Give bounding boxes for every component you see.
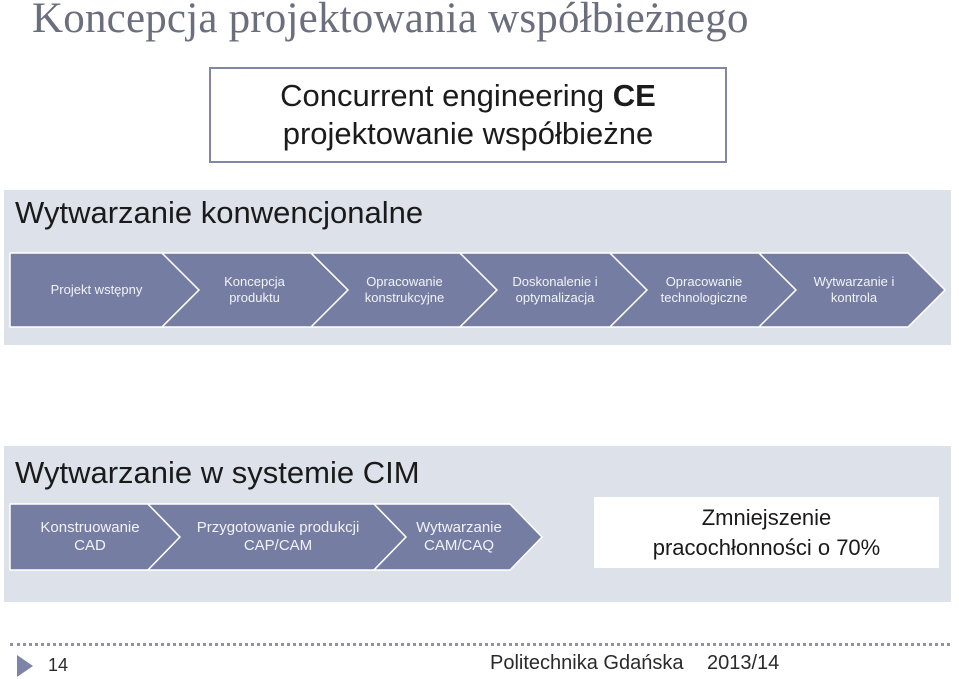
cim-title: Wytwarzanie w systemie CIM <box>15 455 420 490</box>
ce-line-1-prefix: Concurrent engineering <box>280 78 613 113</box>
footer-year: 2013/14 <box>707 652 780 674</box>
cim-step-3: Wytwarzanie CAM/CAQ <box>416 519 502 554</box>
conventional-step-2: Koncepcja produktu <box>224 274 285 305</box>
conventional-step-4: Doskonalenie i optymalizacja <box>512 274 598 305</box>
footer-institution: Politechnika Gdańska <box>490 652 684 674</box>
conventional-step-6: Wytwarzanie i kontrola <box>813 274 895 305</box>
result-line-1: Zmniejszenie <box>701 504 832 530</box>
footer-divider <box>10 643 950 646</box>
cim-step-2: Przygotowanie produkcji CAP/CAM <box>196 519 360 554</box>
cim-step-1: Konstruowanie CAD <box>40 519 140 554</box>
page-number: 14 <box>48 655 69 675</box>
conventional-step-3: Opracowanie konstrukcyjne <box>364 274 445 305</box>
labor-reduction-box <box>594 497 939 568</box>
result-line-2: pracochłonności o 70% <box>652 534 881 560</box>
conventional-step-1: Projekt wstępny <box>50 282 143 297</box>
footer-arrow-icon <box>17 655 33 677</box>
ce-abbreviation: CE <box>612 78 656 113</box>
conventional-title: Wytwarzanie konwencjonalne <box>15 195 424 230</box>
slide-title: Koncepcja projektowania współbieżnego <box>32 0 749 42</box>
conventional-step-5: Opracowanie technologiczne <box>660 274 748 305</box>
ce-line-2: projektowanie współbieżne <box>282 116 654 151</box>
